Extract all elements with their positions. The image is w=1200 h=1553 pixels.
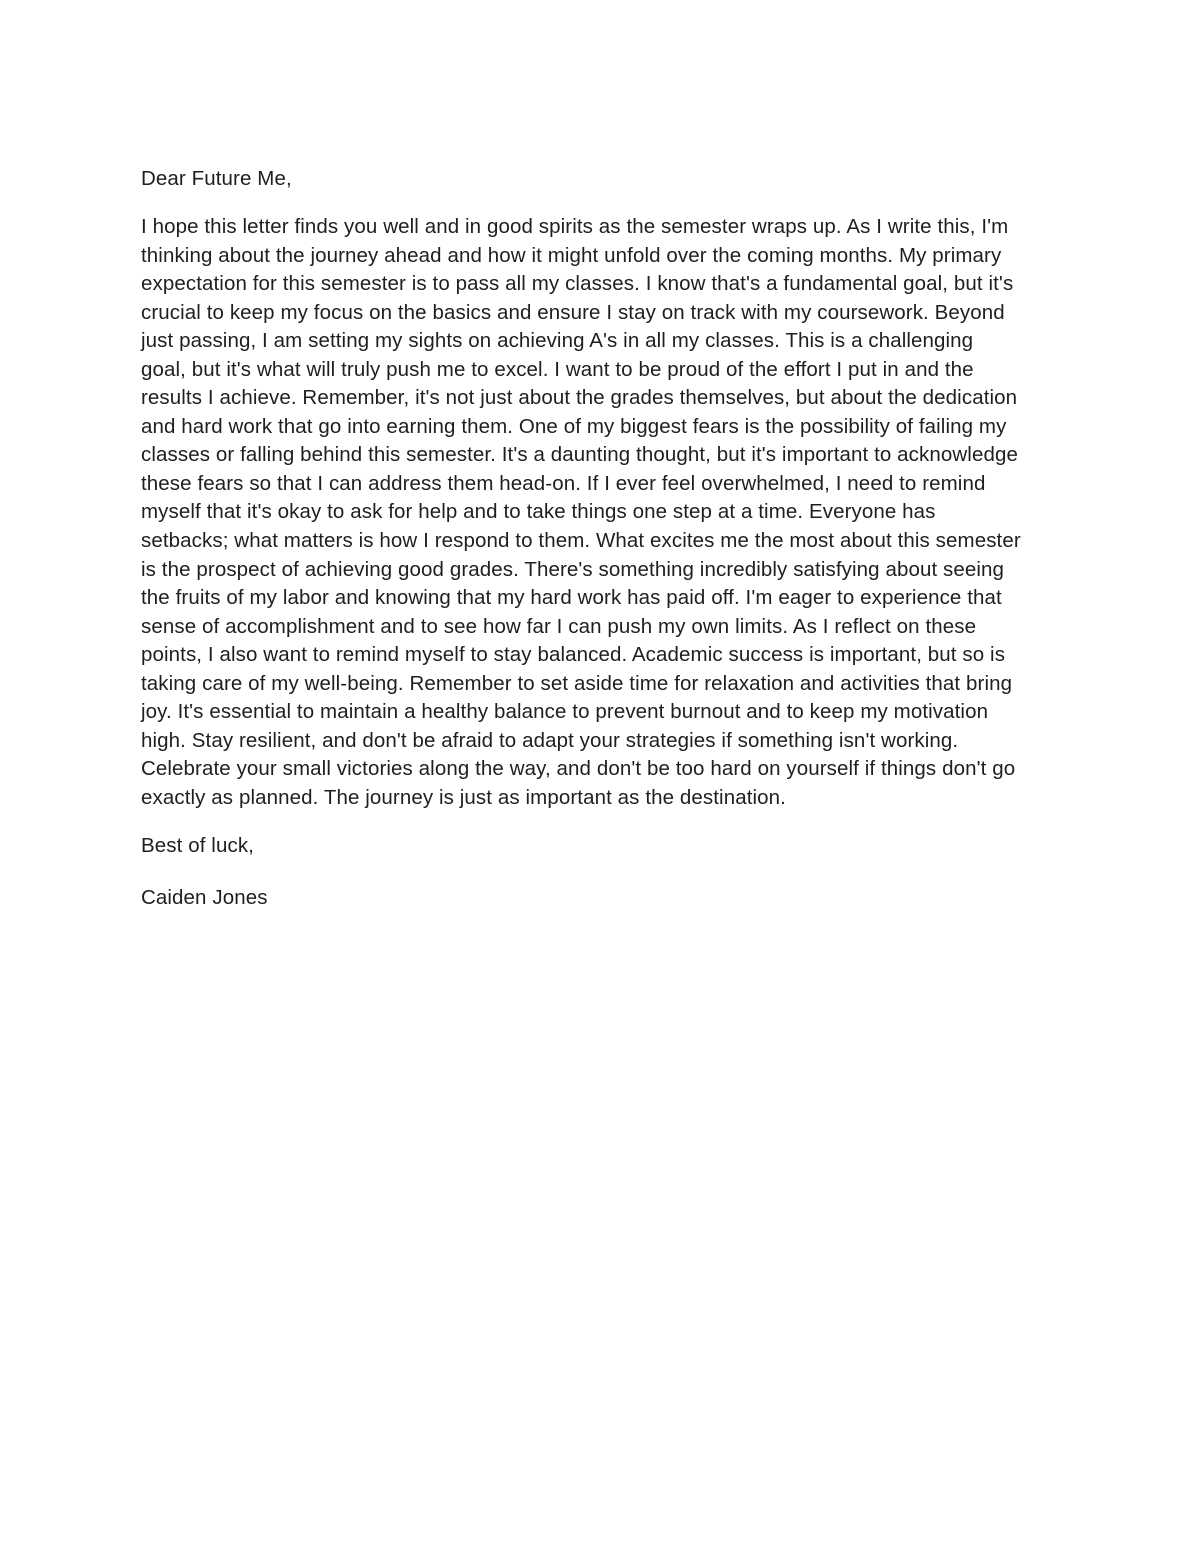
body-line: results I achieve. Remember, it's not just about the grades themselves, but about the dedication (141, 386, 1018, 410)
body-line: taking care of my well-being. Remember to set aside time for relaxation and activities that bring (141, 671, 1013, 695)
letter (141, 163, 1066, 914)
letter-body (141, 213, 1066, 812)
body-line: is the prospect of achieving good grades. There's something incredibly satisfying about seeing (141, 557, 1005, 581)
body-line: just passing, I am setting my sights on achieving A's in all my classes. This is a challenging (141, 329, 974, 353)
body-line: myself that it's okay to ask for help and to take things one step at a time. Everyone has (141, 500, 936, 524)
body-line: thinking about the journey ahead and how it might unfold over the coming months. My primary (141, 243, 1002, 267)
body-line: setbacks; what matters is how I respond to them. What excites me the most about this semester (141, 529, 1021, 553)
body-line: the fruits of my labor and knowing that my hard work has paid off. I'm eager to experience that (141, 586, 1002, 610)
body-line: classes or falling behind this semester. It's a daunting thought, but it's important to acknowledge (141, 443, 1018, 467)
body-line: Celebrate your small victories along the way, and don't be too hard on yourself if things don't go (141, 757, 1016, 781)
body-line: high. Stay resilient, and don't be afraid to adapt your strategies if something isn't working. (141, 728, 959, 752)
body-line: sense of accomplishment and to see how far I can push my own limits. As I reflect on these (141, 614, 977, 638)
letter-signature: Caiden Jones (141, 886, 268, 910)
body-line: goal, but it's what will truly push me to excel. I want to be proud of the effort I put in and the (141, 357, 974, 381)
body-line: and hard work that go into earning them. One of my biggest fears is the possibility of failing my (141, 414, 1007, 438)
body-line: crucial to keep my focus on the basics and ensure I stay on track with my coursework. Beyond (141, 300, 1005, 324)
body-line: joy. It's essential to maintain a healthy balance to prevent burnout and to keep my motivation (141, 700, 989, 724)
letter-closing: Best of luck, (141, 834, 254, 858)
body-line: points, I also want to remind myself to stay balanced. Academic success is important, but so is (141, 643, 1006, 667)
letter-salutation: Dear Future Me, (141, 167, 292, 190)
body-line: exactly as planned. The journey is just as important as the destination. (141, 785, 786, 809)
body-line: expectation for this semester is to pass all my classes. I know that's a fundamental goal, but it's (141, 272, 1014, 296)
body-line: these fears so that I can address them head-on. If I ever feel overwhelmed, I need to remind (141, 471, 986, 495)
body-line: I hope this letter finds you well and in good spirits as the semester wraps up. As I write this, I'm (141, 215, 1009, 238)
